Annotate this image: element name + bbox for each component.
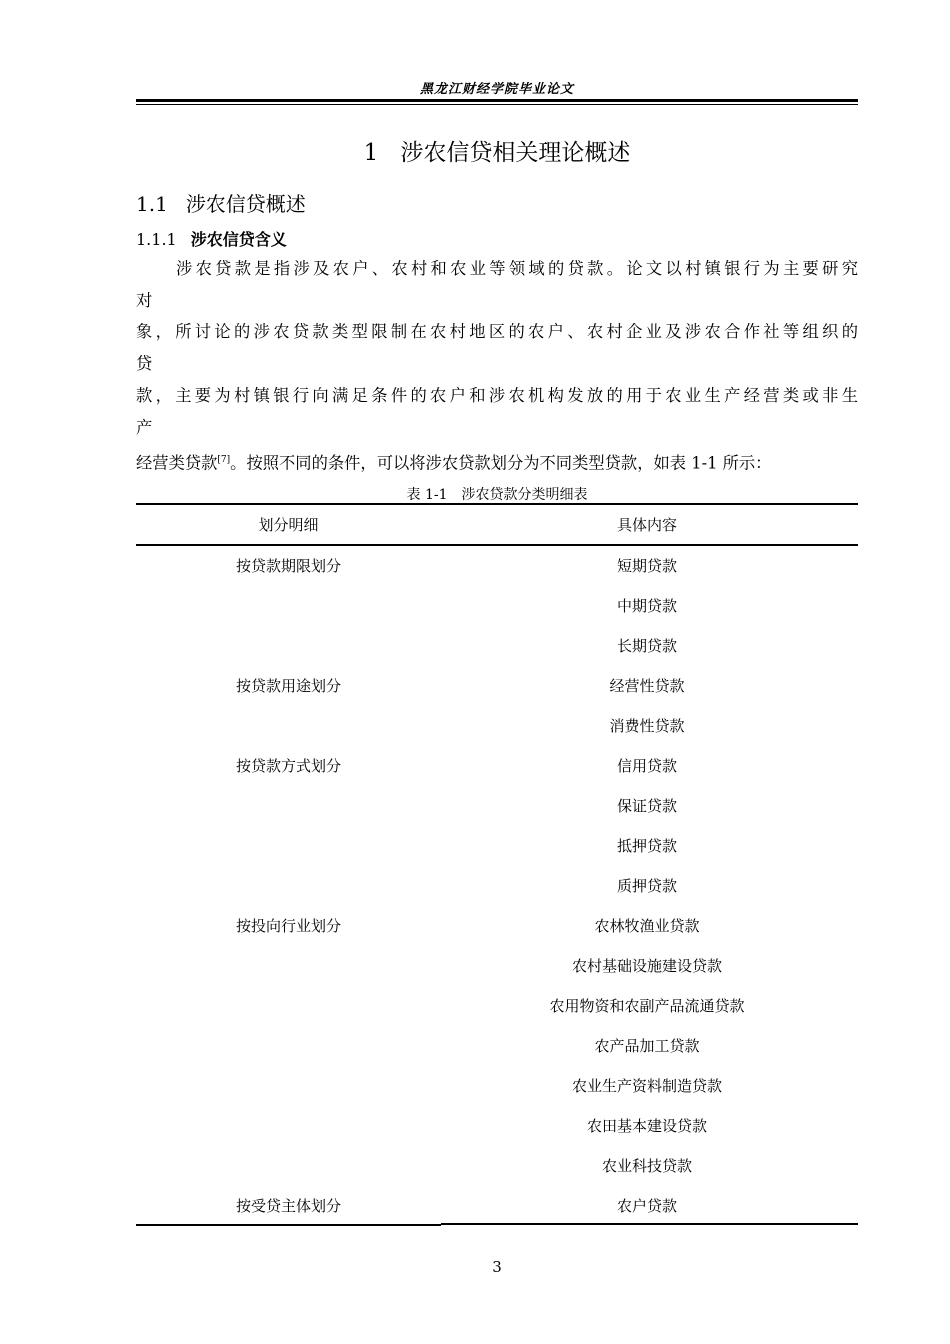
table-row — [136, 1065, 858, 1105]
table-row — [136, 945, 858, 985]
table-cell-item: 长期贷款 — [616, 637, 677, 655]
table-cell-item: 农田基本建设贷款 — [586, 1117, 707, 1135]
paragraph-line-7 — [136, 450, 858, 473]
table-cell-item: 消费性贷款 — [609, 717, 685, 735]
table-cell-item: 信用贷款 — [616, 757, 677, 775]
header-rule-thin — [136, 104, 858, 105]
table-row — [136, 785, 858, 825]
table-caption — [136, 484, 858, 504]
paragraph-line-7-end: 。按照不同的条件，可以将涉农贷款划分为不同类型贷款，如表 1-1 所示： — [230, 453, 772, 473]
table-row — [136, 1025, 858, 1065]
table-cell-item: 经营性贷款 — [609, 677, 685, 695]
page-number: 3 — [492, 1258, 502, 1276]
subsection-title-text: 涉农信贷含义 — [190, 230, 287, 249]
running-header: 黑龙江财经学院毕业论文 — [419, 82, 574, 97]
table-cell-category: 按贷款方式划分 — [235, 757, 341, 775]
table-caption-number: 表 1-1 — [406, 487, 448, 503]
paragraph-line-3: 象，所讨论的涉农贷款类型限制在农村地区的农户、农村企业及涉农合作社等组织的 — [136, 322, 858, 341]
table-row — [136, 625, 858, 665]
table-cell-item: 农产品加工贷款 — [594, 1037, 700, 1055]
table-row — [136, 585, 858, 625]
table-cell-category: 按贷款用途划分 — [235, 677, 341, 695]
table-caption-title: 涉农贷款分类明细表 — [461, 487, 588, 503]
table-row — [136, 905, 858, 945]
table-row — [136, 1145, 858, 1185]
table-cell-item: 农林牧渔业贷款 — [594, 917, 700, 935]
citation-reference: [7] — [217, 455, 231, 465]
subsection-title — [136, 227, 287, 250]
header-rule-thick — [136, 99, 858, 102]
table-row — [136, 745, 858, 785]
section-title — [136, 188, 306, 217]
table-cell-category: 按投向行业划分 — [235, 917, 341, 935]
table-cell-item: 农业生产资料制造贷款 — [571, 1077, 722, 1095]
table-cell-item: 农户贷款 — [616, 1197, 677, 1215]
section-title-text: 涉农信贷概述 — [185, 192, 306, 216]
chapter-number: 1 — [363, 140, 379, 166]
table-bottom-rule-right — [441, 1223, 858, 1225]
paragraph-line-2: 对 — [136, 291, 153, 310]
table-row — [136, 665, 858, 705]
table-header-category: 划分明细 — [258, 516, 319, 534]
table-cell-item: 农业科技贷款 — [601, 1157, 692, 1175]
table-cell-item: 中期贷款 — [616, 597, 677, 615]
table-row — [136, 865, 858, 905]
table-header-content: 具体内容 — [616, 516, 677, 534]
table-cell-item: 短期贷款 — [616, 557, 677, 575]
paragraph-line-4: 贷 — [136, 354, 153, 373]
table-cell-item: 抵押贷款 — [616, 837, 677, 855]
table-cell-item: 保证贷款 — [616, 797, 677, 815]
table-row — [136, 1105, 858, 1145]
paragraph-line-7-start: 经营类贷款 — [136, 453, 218, 473]
table-row — [136, 825, 858, 865]
table-header-row — [136, 504, 858, 544]
paragraph-line-6: 产 — [136, 418, 153, 437]
section-number: 1.1 — [136, 192, 168, 216]
table-cell-category: 按贷款期限划分 — [235, 557, 341, 575]
table-row — [136, 705, 858, 745]
table-row — [136, 545, 858, 585]
paragraph-line-1: 涉农贷款是指涉及农户、农村和农业等领域的贷款。论文以村镇银行为主要研究 — [176, 259, 858, 278]
table-bottom-rule-left — [136, 1224, 441, 1226]
subsection-number: 1.1.1 — [136, 230, 177, 249]
table-cell-item: 质押贷款 — [616, 877, 677, 895]
table-row — [136, 985, 858, 1025]
chapter-title-text: 涉农信贷相关理论概述 — [400, 140, 631, 166]
paragraph-line-5: 款，主要为村镇银行向满足条件的农户和涉农机构发放的用于农业生产经营类或非生 — [136, 386, 858, 405]
table-cell-item: 农用物资和农副产品流通贷款 — [549, 997, 745, 1015]
table-cell-item: 农村基础设施建设贷款 — [571, 957, 722, 975]
table-cell-category: 按受贷主体划分 — [235, 1197, 341, 1215]
chapter-title — [136, 134, 858, 167]
table-row — [136, 1185, 858, 1225]
